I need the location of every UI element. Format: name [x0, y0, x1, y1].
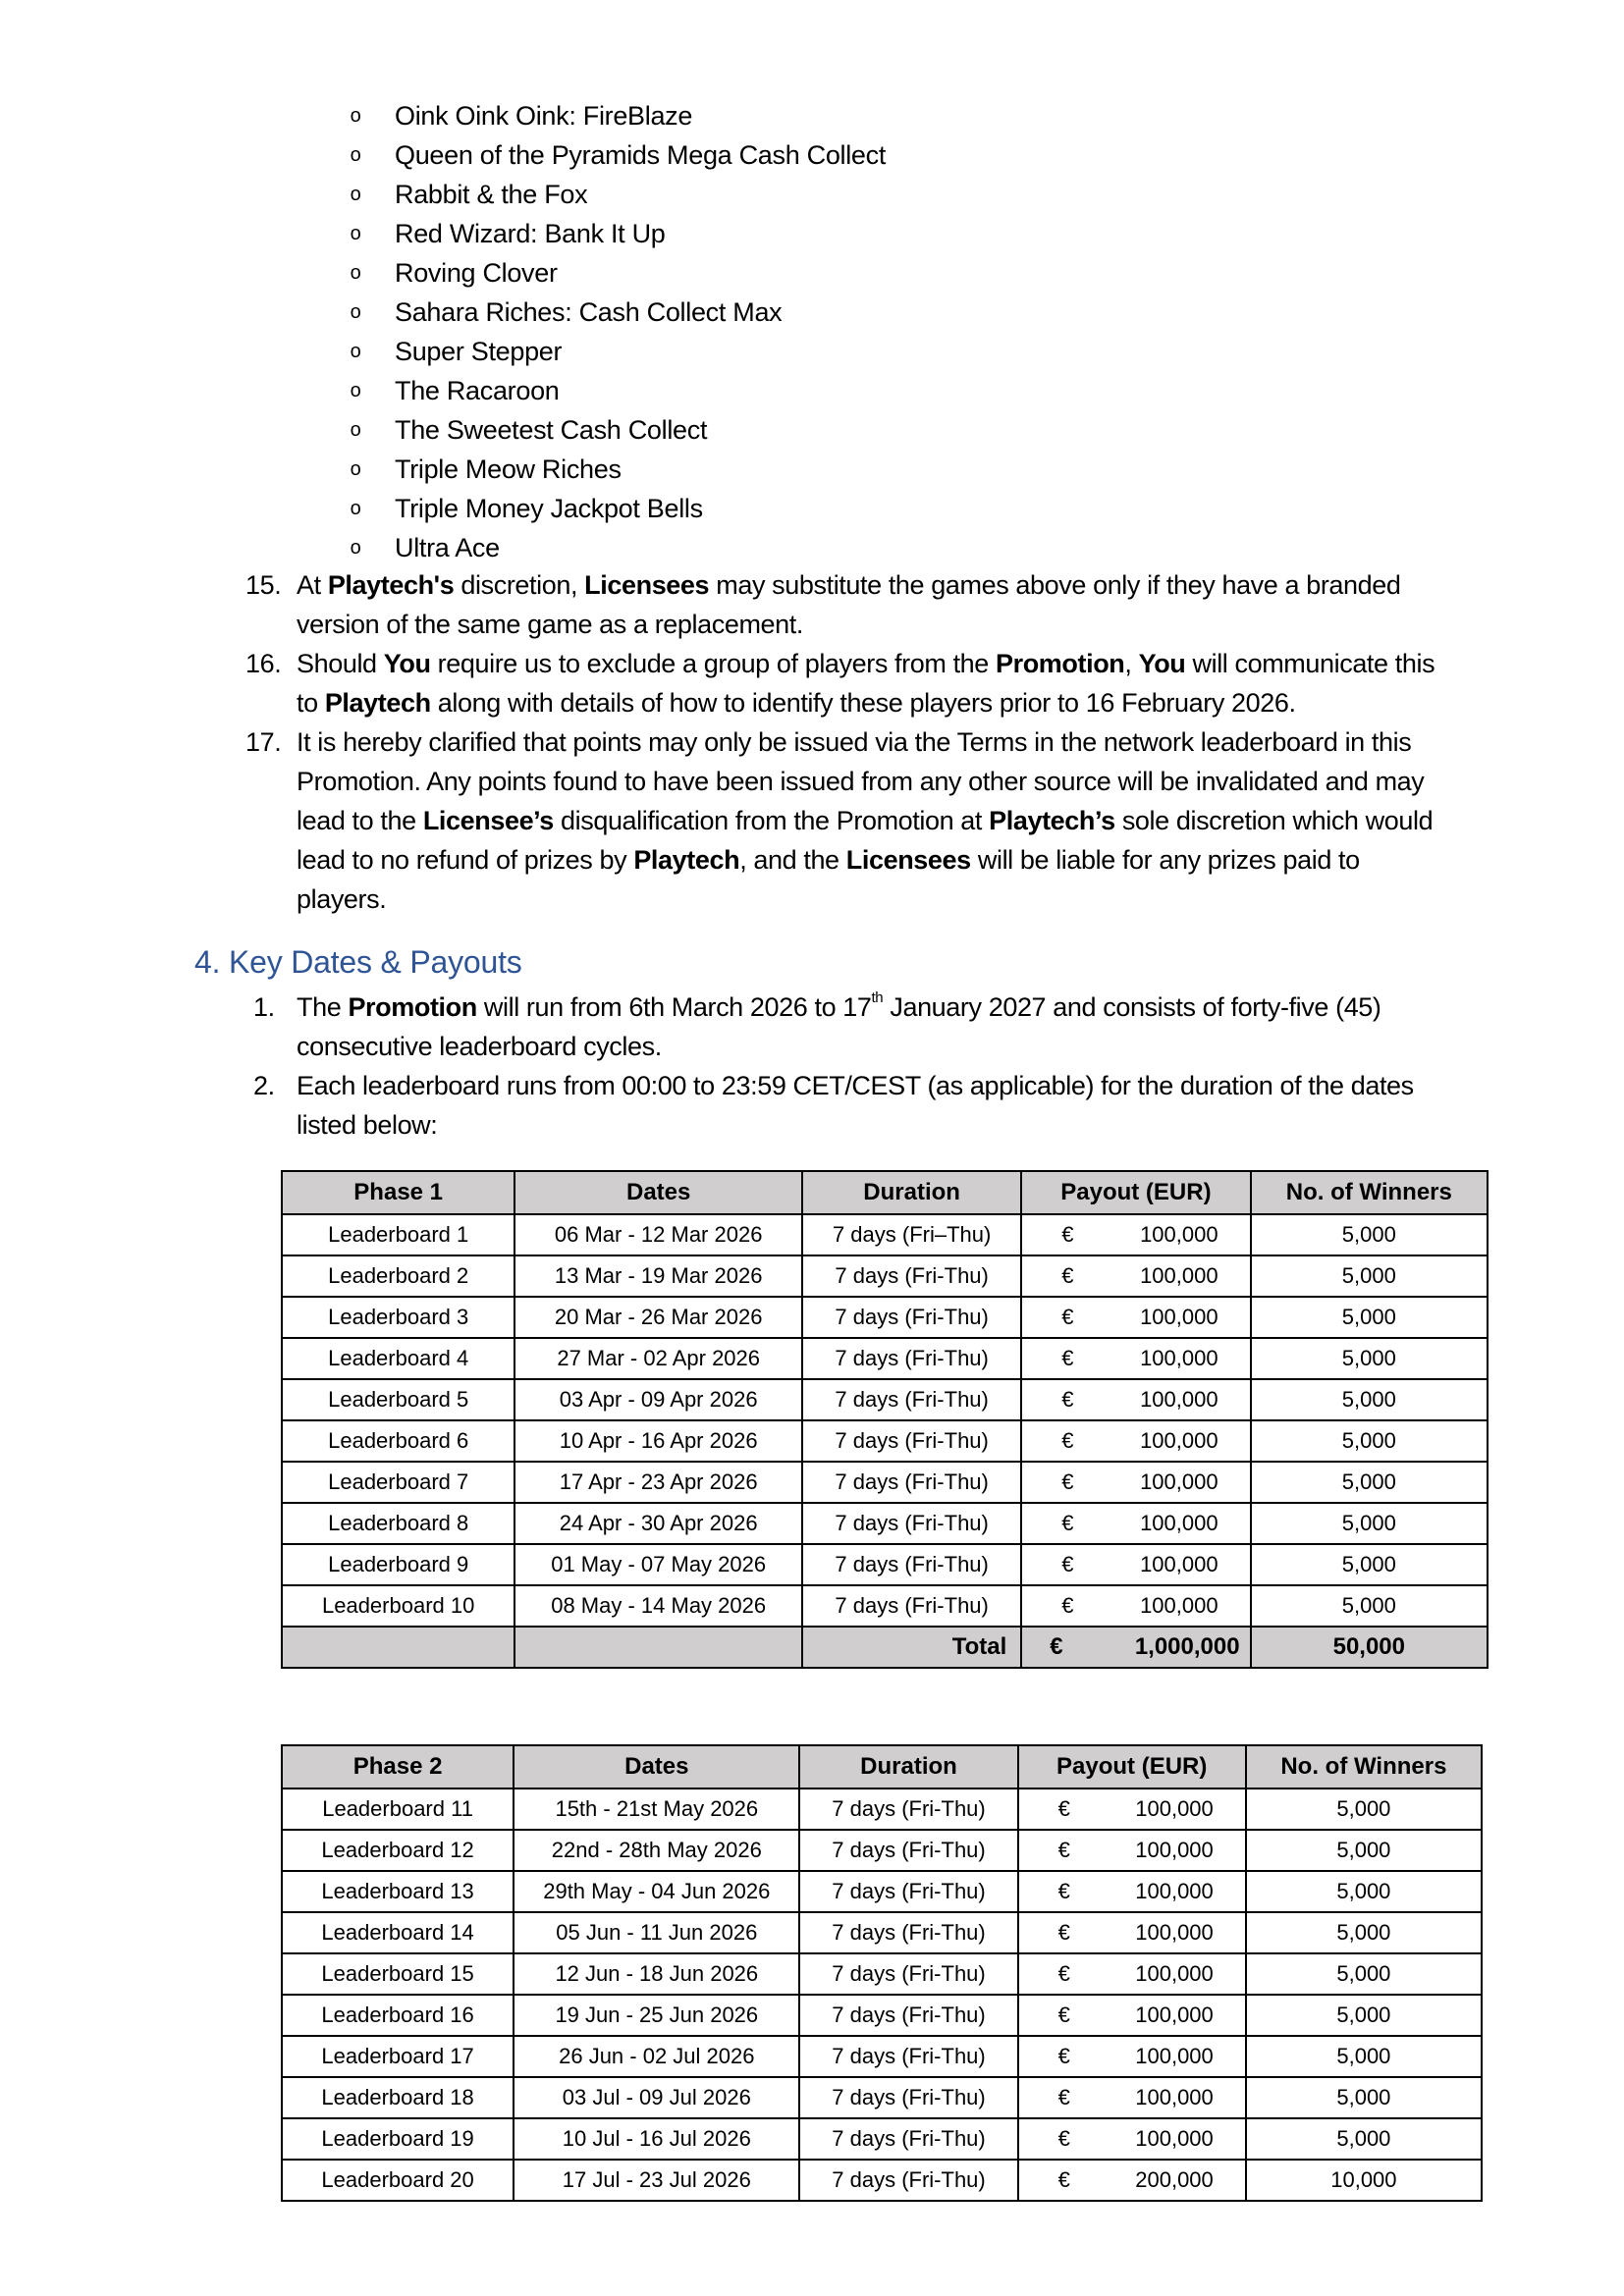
leaderboard-duration: 7 days (Fri-Thu) — [799, 1953, 1017, 1995]
bold-term: Promotion — [996, 649, 1125, 678]
leaderboard-duration: 7 days (Fri-Thu) — [802, 1420, 1021, 1462]
header-dates: Dates — [514, 1745, 799, 1789]
leaderboard-winners: 5,000 — [1246, 2077, 1482, 2118]
paragraph-text: discretion, — [454, 570, 585, 600]
leaderboard-winners: 5,000 — [1251, 1462, 1488, 1503]
leaderboard-name: Leaderboard 4 — [282, 1338, 514, 1379]
game-name: Queen of the Pyramids Mega Cash Collect — [395, 140, 887, 170]
leaderboard-dates: 24 Apr - 30 Apr 2026 — [514, 1503, 802, 1544]
leaderboard-name: Leaderboard 2 — [282, 1255, 514, 1297]
leaderboard-duration: 7 days (Fri-Thu) — [799, 2160, 1017, 2201]
euro-symbol: € — [1057, 2044, 1070, 2068]
leaderboard-dates: 10 Apr - 16 Apr 2026 — [514, 1420, 802, 1462]
leaderboard-payout: 100,000 — [1140, 1469, 1218, 1494]
leaderboard-winners: 5,000 — [1251, 1544, 1488, 1585]
bold-term: Playtech’s — [989, 806, 1115, 835]
table-row — [282, 1912, 1482, 1953]
leaderboard-payout: 100,000 — [1140, 1511, 1218, 1535]
leaderboard-payout: 100,000 — [1140, 1552, 1218, 1576]
leaderboard-payout: 100,000 — [1135, 2002, 1214, 2027]
leaderboard-payout-cell — [1018, 1995, 1246, 2036]
leaderboard-dates: 06 Mar - 12 Mar 2026 — [514, 1214, 802, 1255]
leaderboard-payout-cell — [1018, 2160, 1246, 2201]
game-list-item — [346, 214, 886, 253]
hollow-circle-bullet-icon: o — [350, 223, 361, 244]
paragraph-text: , — [1124, 649, 1139, 678]
leaderboard-name: Leaderboard 6 — [282, 1420, 514, 1462]
leaderboard-payout-cell — [1018, 2077, 1246, 2118]
game-name: Red Wizard: Bank It Up — [395, 219, 666, 248]
game-name: Ultra Ace — [395, 533, 500, 562]
euro-symbol: € — [1057, 2167, 1070, 2192]
game-list-item — [346, 293, 886, 332]
eligible-games-list — [346, 96, 886, 567]
leaderboard-name: Leaderboard 1 — [282, 1214, 514, 1255]
leaderboard-payout: 100,000 — [1135, 1961, 1214, 1986]
phase-2-leaderboard-table — [281, 1744, 1483, 2202]
leaderboard-duration: 7 days (Fri-Thu) — [799, 2077, 1017, 2118]
total-payout: 1,000,000 — [1134, 1633, 1240, 1660]
paragraph-text: Each leaderboard runs from 00:00 to 23:59 CET/CEST (as applicable) for the duration of the dates listed below: — [297, 1071, 1414, 1140]
table-row — [282, 1789, 1482, 1830]
leaderboard-winners: 5,000 — [1251, 1338, 1488, 1379]
leaderboard-duration: 7 days (Fri-Thu) — [799, 1912, 1017, 1953]
leaderboard-payout: 100,000 — [1135, 2044, 1214, 2068]
paragraph-text: It is hereby clarified that points may only be issued via the Terms in the network leaderboard in this Promotion. Any points found to have been issued from any other source will be invalidated and may lead to the — [297, 727, 1425, 835]
game-list-item — [346, 332, 886, 371]
bold-term: You — [1138, 649, 1186, 678]
leaderboard-winners: 5,000 — [1251, 1297, 1488, 1338]
paragraph-text: require us to exclude a group of players from the — [430, 649, 996, 678]
table-row — [282, 2036, 1482, 2077]
leaderboard-payout: 100,000 — [1135, 2126, 1214, 2151]
leaderboard-winners: 10,000 — [1246, 2160, 1482, 2201]
leaderboard-winners: 5,000 — [1246, 1871, 1482, 1912]
euro-symbol: € — [1061, 1222, 1074, 1247]
header-winners: No. of Winners — [1251, 1171, 1488, 1214]
leaderboard-name: Leaderboard 11 — [282, 1789, 514, 1830]
table-row — [282, 1585, 1488, 1627]
leaderboard-duration: 7 days (Fri-Thu) — [802, 1544, 1021, 1585]
leaderboard-name: Leaderboard 5 — [282, 1379, 514, 1420]
paragraph-text: sole discretion which would lead to no refund of prizes by — [297, 806, 1434, 875]
table-row — [282, 2077, 1482, 2118]
hollow-circle-bullet-icon: o — [350, 301, 361, 323]
leaderboard-dates: 13 Mar - 19 Mar 2026 — [514, 1255, 802, 1297]
game-list-item — [346, 135, 886, 175]
euro-symbol: € — [1061, 1263, 1074, 1288]
total-empty-cell — [282, 1627, 514, 1668]
numbered-paragraph — [245, 988, 1443, 1066]
leaderboard-duration: 7 days (Fri-Thu) — [802, 1297, 1021, 1338]
leaderboard-winners: 5,000 — [1246, 2118, 1482, 2160]
leaderboard-payout-cell — [1018, 2118, 1246, 2160]
euro-symbol: € — [1061, 1387, 1074, 1412]
euro-symbol: € — [1061, 1511, 1074, 1535]
hollow-circle-bullet-icon: o — [350, 458, 361, 480]
total-winners: 50,000 — [1251, 1627, 1488, 1668]
game-list-item — [346, 371, 886, 410]
leaderboard-payout: 100,000 — [1140, 1593, 1218, 1618]
hollow-circle-bullet-icon: o — [350, 419, 361, 441]
table-row — [282, 1953, 1482, 1995]
leaderboard-name: Leaderboard 17 — [282, 2036, 514, 2077]
leaderboard-payout: 100,000 — [1135, 1879, 1214, 1903]
section-heading-key-dates: 4. Key Dates & Payouts — [194, 944, 522, 980]
leaderboard-duration: 7 days (Fri-Thu) — [799, 1871, 1017, 1912]
game-list-item — [346, 410, 886, 450]
leaderboard-payout: 100,000 — [1135, 1796, 1214, 1821]
leaderboard-payout-cell — [1018, 1912, 1246, 1953]
leaderboard-duration: 7 days (Fri-Thu) — [799, 1789, 1017, 1830]
leaderboard-payout: 100,000 — [1135, 1920, 1214, 1945]
leaderboard-payout: 100,000 — [1140, 1222, 1218, 1247]
leaderboard-winners: 5,000 — [1246, 2036, 1482, 2077]
hollow-circle-bullet-icon: o — [350, 537, 361, 559]
leaderboard-duration: 7 days (Fri-Thu) — [802, 1585, 1021, 1627]
hollow-circle-bullet-icon: o — [350, 144, 361, 166]
header-payout: Payout (EUR) — [1018, 1745, 1246, 1789]
leaderboard-dates: 10 Jul - 16 Jul 2026 — [514, 2118, 799, 2160]
euro-symbol: € — [1057, 1961, 1070, 1986]
table-row — [282, 1871, 1482, 1912]
hollow-circle-bullet-icon: o — [350, 498, 361, 519]
table-row — [282, 1420, 1488, 1462]
table-header-row — [282, 1745, 1482, 1789]
leaderboard-payout-cell — [1021, 1420, 1250, 1462]
leaderboard-winners: 5,000 — [1246, 1995, 1482, 2036]
euro-symbol: € — [1061, 1469, 1074, 1494]
leaderboard-payout-cell — [1021, 1255, 1250, 1297]
euro-symbol: € — [1061, 1428, 1074, 1453]
game-name: Rabbit & the Fox — [395, 180, 588, 209]
leaderboard-winners: 5,000 — [1251, 1420, 1488, 1462]
item-number: 15. — [245, 570, 282, 600]
euro-symbol: € — [1061, 1305, 1074, 1329]
leaderboard-name: Leaderboard 16 — [282, 1995, 514, 2036]
leaderboard-dates: 22nd - 28th May 2026 — [514, 1830, 799, 1871]
header-dates: Dates — [514, 1171, 802, 1214]
header-duration: Duration — [799, 1745, 1017, 1789]
leaderboard-name: Leaderboard 12 — [282, 1830, 514, 1871]
leaderboard-duration: 7 days (Fri-Thu) — [802, 1379, 1021, 1420]
leaderboard-payout-cell — [1018, 2036, 1246, 2077]
leaderboard-dates: 08 May - 14 May 2026 — [514, 1585, 802, 1627]
leaderboard-payout-cell — [1021, 1379, 1250, 1420]
item-number: 16. — [245, 649, 282, 678]
table-row — [282, 1830, 1482, 1871]
leaderboard-payout: 100,000 — [1135, 2085, 1214, 2109]
game-list-item — [346, 96, 886, 135]
leaderboard-duration: 7 days (Fri-Thu) — [802, 1503, 1021, 1544]
header-duration: Duration — [802, 1171, 1021, 1214]
game-name: The Racaroon — [395, 376, 560, 405]
leaderboard-duration: 7 days (Fri-Thu) — [802, 1255, 1021, 1297]
leaderboard-dates: 26 Jun - 02 Jul 2026 — [514, 2036, 799, 2077]
leaderboard-winners: 5,000 — [1246, 1830, 1482, 1871]
leaderboard-dates: 17 Jul - 23 Jul 2026 — [514, 2160, 799, 2201]
leaderboard-payout-cell — [1021, 1214, 1250, 1255]
bold-term: Licensee’s — [422, 806, 554, 835]
header-phase: Phase 1 — [282, 1171, 514, 1214]
leaderboard-dates: 12 Jun - 18 Jun 2026 — [514, 1953, 799, 1995]
leaderboard-payout-cell — [1018, 1871, 1246, 1912]
leaderboard-winners: 5,000 — [1246, 1953, 1482, 1995]
leaderboard-dates: 01 May - 07 May 2026 — [514, 1544, 802, 1585]
game-name: Sahara Riches: Cash Collect Max — [395, 297, 783, 327]
leaderboard-name: Leaderboard 7 — [282, 1462, 514, 1503]
leaderboard-dates: 03 Apr - 09 Apr 2026 — [514, 1379, 802, 1420]
leaderboard-duration: 7 days (Fri-Thu) — [799, 2118, 1017, 2160]
bold-term: You — [383, 649, 431, 678]
leaderboard-payout: 100,000 — [1140, 1263, 1218, 1288]
paragraph-text: will communicate this to — [297, 649, 1435, 718]
leaderboard-winners: 5,000 — [1251, 1214, 1488, 1255]
game-list-item — [346, 175, 886, 214]
bold-term: Playtech — [324, 688, 431, 718]
leaderboard-payout-cell — [1018, 1953, 1246, 1995]
table-row — [282, 1379, 1488, 1420]
leaderboard-dates: 19 Jun - 25 Jun 2026 — [514, 1995, 799, 2036]
euro-symbol: € — [1050, 1633, 1063, 1660]
leaderboard-payout-cell — [1021, 1462, 1250, 1503]
hollow-circle-bullet-icon: o — [350, 380, 361, 401]
numbered-paragraph — [245, 1066, 1443, 1145]
table-row — [282, 1297, 1488, 1338]
leaderboard-payout: 100,000 — [1140, 1387, 1218, 1412]
leaderboard-duration: 7 days (Fri-Thu) — [802, 1338, 1021, 1379]
leaderboard-name: Leaderboard 9 — [282, 1544, 514, 1585]
numbered-paragraph — [245, 644, 1443, 722]
paragraph-text: disqualification from the Promotion at — [553, 806, 990, 835]
leaderboard-payout-cell — [1021, 1503, 1250, 1544]
euro-symbol: € — [1057, 1879, 1070, 1903]
numbered-paragraph — [245, 565, 1443, 644]
leaderboard-dates: 05 Jun - 11 Jun 2026 — [514, 1912, 799, 1953]
ordinal-suffix: th — [871, 989, 884, 1006]
leaderboard-payout-cell — [1021, 1544, 1250, 1585]
table-row — [282, 1214, 1488, 1255]
bold-term: Promotion — [348, 992, 477, 1022]
total-label: Total — [802, 1627, 1021, 1668]
table-row — [282, 1255, 1488, 1297]
hollow-circle-bullet-icon: o — [350, 184, 361, 205]
leaderboard-name: Leaderboard 3 — [282, 1297, 514, 1338]
total-payout-cell — [1021, 1627, 1250, 1668]
leaderboard-payout-cell — [1021, 1338, 1250, 1379]
leaderboard-payout: 100,000 — [1140, 1305, 1218, 1329]
leaderboard-duration: 7 days (Fri–Thu) — [802, 1214, 1021, 1255]
euro-symbol: € — [1061, 1346, 1074, 1370]
game-list-item — [346, 528, 886, 567]
leaderboard-payout: 100,000 — [1135, 1838, 1214, 1862]
leaderboard-winners: 5,000 — [1246, 1789, 1482, 1830]
leaderboard-name: Leaderboard 8 — [282, 1503, 514, 1544]
leaderboard-name: Leaderboard 18 — [282, 2077, 514, 2118]
leaderboard-duration: 7 days (Fri-Thu) — [799, 1995, 1017, 2036]
game-name: Triple Money Jackpot Bells — [395, 494, 703, 523]
table-row — [282, 1503, 1488, 1544]
leaderboard-dates: 15th - 21st May 2026 — [514, 1789, 799, 1830]
game-list-item — [346, 253, 886, 293]
leaderboard-payout-cell — [1021, 1585, 1250, 1627]
game-name: The Sweetest Cash Collect — [395, 415, 708, 445]
leaderboard-name: Leaderboard 15 — [282, 1953, 514, 1995]
paragraph-text: The — [297, 992, 349, 1022]
hollow-circle-bullet-icon: o — [350, 262, 361, 284]
paragraph-text: will be liable for any prizes paid to players. — [297, 845, 1360, 914]
euro-symbol: € — [1061, 1593, 1074, 1618]
euro-symbol: € — [1057, 1920, 1070, 1945]
paragraph-text: January 2027 and consists of forty-five (45) consecutive leaderboard cycles. — [297, 992, 1381, 1061]
game-name: Triple Meow Riches — [395, 454, 622, 484]
leaderboard-duration: 7 days (Fri-Thu) — [802, 1462, 1021, 1503]
paragraph-text: may substitute the games above only if they have a branded version of the same game as a replacement. — [297, 570, 1401, 639]
bold-term: Licensees — [584, 570, 710, 600]
table-row — [282, 1462, 1488, 1503]
paragraph-text: along with details of how to identify these players prior to 16 February 2026. — [430, 688, 1296, 718]
terms-section-4-list — [245, 988, 1443, 1145]
leaderboard-payout: 100,000 — [1140, 1428, 1218, 1453]
euro-symbol: € — [1057, 2002, 1070, 2027]
leaderboard-name: Leaderboard 13 — [282, 1871, 514, 1912]
leaderboard-duration: 7 days (Fri-Thu) — [799, 1830, 1017, 1871]
leaderboard-name: Leaderboard 10 — [282, 1585, 514, 1627]
header-phase: Phase 2 — [282, 1745, 514, 1789]
bold-term: Licensees — [845, 845, 971, 875]
hollow-circle-bullet-icon: o — [350, 341, 361, 362]
phase-1-leaderboard-table — [281, 1170, 1489, 1669]
game-list-item — [346, 489, 886, 528]
table-row — [282, 1544, 1488, 1585]
paragraph-text: Should — [297, 649, 384, 678]
leaderboard-dates: 17 Apr - 23 Apr 2026 — [514, 1462, 802, 1503]
header-payout: Payout (EUR) — [1021, 1171, 1250, 1214]
euro-symbol: € — [1057, 2085, 1070, 2109]
leaderboard-duration: 7 days (Fri-Thu) — [799, 2036, 1017, 2077]
leaderboard-payout-cell — [1021, 1297, 1250, 1338]
item-number: 17. — [245, 727, 282, 757]
leaderboard-dates: 20 Mar - 26 Mar 2026 — [514, 1297, 802, 1338]
item-number: 2. — [253, 1071, 275, 1100]
paragraph-text: At — [297, 570, 328, 600]
leaderboard-payout: 200,000 — [1135, 2167, 1214, 2192]
euro-symbol: € — [1061, 1552, 1074, 1576]
leaderboard-winners: 5,000 — [1251, 1585, 1488, 1627]
terms-section-3-list — [245, 565, 1443, 919]
euro-symbol: € — [1057, 1796, 1070, 1821]
leaderboard-dates: 29th May - 04 Jun 2026 — [514, 1871, 799, 1912]
paragraph-text: , and the — [739, 845, 846, 875]
leaderboard-winners: 5,000 — [1246, 1912, 1482, 1953]
header-winners: No. of Winners — [1246, 1745, 1482, 1789]
table-row — [282, 2118, 1482, 2160]
game-name: Roving Clover — [395, 258, 558, 288]
euro-symbol: € — [1057, 2126, 1070, 2151]
euro-symbol: € — [1057, 1838, 1070, 1862]
leaderboard-payout-cell — [1018, 1830, 1246, 1871]
leaderboard-name: Leaderboard 19 — [282, 2118, 514, 2160]
hollow-circle-bullet-icon: o — [350, 105, 361, 127]
game-list-item — [346, 450, 886, 489]
game-name: Super Stepper — [395, 337, 563, 366]
numbered-paragraph — [245, 722, 1443, 919]
leaderboard-winners: 5,000 — [1251, 1379, 1488, 1420]
leaderboard-dates: 03 Jul - 09 Jul 2026 — [514, 2077, 799, 2118]
paragraph-text: will run from 6th March 2026 to 17 — [476, 992, 872, 1022]
game-name: Oink Oink Oink: FireBlaze — [395, 101, 693, 131]
item-number: 1. — [253, 992, 275, 1022]
leaderboard-name: Leaderboard 14 — [282, 1912, 514, 1953]
table-header-row — [282, 1171, 1488, 1214]
table-row — [282, 2160, 1482, 2201]
leaderboard-winners: 5,000 — [1251, 1503, 1488, 1544]
leaderboard-dates: 27 Mar - 02 Apr 2026 — [514, 1338, 802, 1379]
leaderboard-payout-cell — [1018, 1789, 1246, 1830]
leaderboard-name: Leaderboard 20 — [282, 2160, 514, 2201]
bold-term: Playtech — [633, 845, 740, 875]
total-empty-cell — [514, 1627, 802, 1668]
table-total-row — [282, 1627, 1488, 1668]
table-row — [282, 1338, 1488, 1379]
leaderboard-winners: 5,000 — [1251, 1255, 1488, 1297]
bold-term: Playtech's — [327, 570, 455, 600]
table-row — [282, 1995, 1482, 2036]
leaderboard-payout: 100,000 — [1140, 1346, 1218, 1370]
